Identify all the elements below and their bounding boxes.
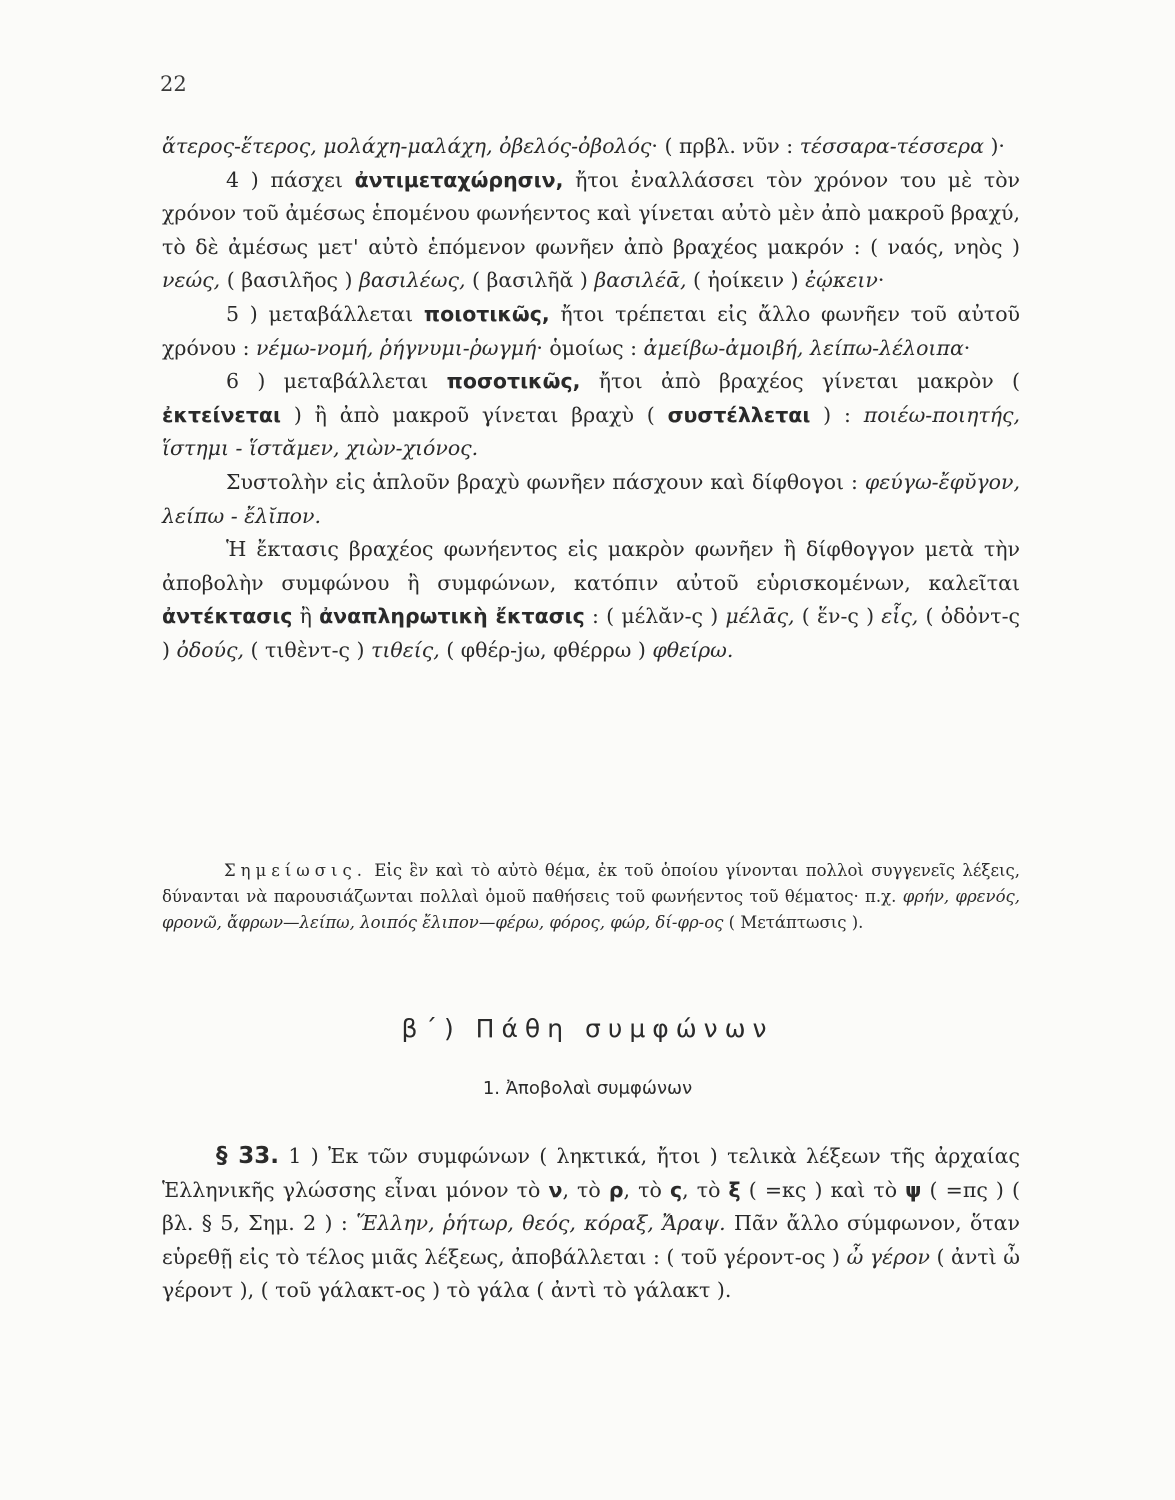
text-span: Ἕλλην, ῥήτωρ, θεός, κόραξ, Ἄραψ. [356,1211,726,1236]
text-span: 4 ) πάσχει [226,167,355,192]
term-bold: ἐκτείνεται [162,402,281,427]
note-block [162,858,1020,936]
text-span: Συστολὴν εἰς ἁπλοῦν βραχὺ φωνῆεν πάσχουν καὶ δίφθογοι : [226,469,865,494]
text-span: ) : [810,402,864,427]
text-span: ἢ [292,604,320,629]
text-span: 1 ) Ἐκ τῶν συμφώνων ( ληκτικά, ἤτοι ) τελικὰ λέξεων τῆς ἀρχαίας Ἑλληνικῆς γλώσσης εἶναι μόνον τὸ [162,1144,1020,1202]
paragraph-8 [162,533,1020,667]
term-bold: ποιοτικῶς, [423,301,550,326]
text-span: Εἰς ἓν καὶ τὸ αὐτὸ θέμα, ἐκ τοῦ ὁποίου γίνονται πολλοὶ συγγενεῖς λέξεις, δύνανται νὰ παρουσιάζωνται πολλαὶ ὁμοῦ παθήσεις τοῦ φωνήεντος τοῦ θέματος· π.χ. [162,861,1020,906]
section-33 [162,1140,1020,1308]
text-span: ( ἠοίκειν ) [686,268,806,293]
text-span: · ὁμοίως : [536,335,644,360]
letter-bold: ν [548,1177,563,1202]
text-span: · ( πρβλ. νῦν : [651,134,800,158]
text-span: ἐῴκειν [805,268,878,293]
section-number: § 33. [216,1143,280,1169]
text-span: ( βασιλῆᾰ ) [465,268,595,293]
text-span: ( ἀντὶ ὦ γέροντ ), ( τοῦ γάλακτ-ος ) τὸ γάλα ( ἀντὶ τὸ γάλακτ ). [162,1244,1021,1303]
text-span: Ἡ ἔκτασις βραχέος φωνήεντος εἰς μακρὸν φωνῆεν ἢ δίφθογγον μετὰ τὴν ἀποβολὴν συμφώνου ἢ συμφώνων, κατόπιν αὐτοῦ εὑρισκομένων, καλεῖται [162,537,1020,595]
text-span: ) ἢ ἀπὸ μακροῦ γίνεται βραχὺ ( [281,402,668,427]
text-span: ἤτοι ἐναλλάσσει τὸν χρόνον του μὲ τὸν χρόνον τοῦ ἀμέσως ἑπομένου φωνήεντος καὶ γίνεται αὐτὸ μὲν ἀπὸ μακροῦ βραχύ, τὸ δὲ ἀμέσως μετ' αὐτὸ ἑπόμενον φωνῆεν ἀπὸ βραχέος μακρόν : ( ναός, νηὸς ) [162,167,1020,259]
letter-bold: ρ [608,1177,624,1202]
text-span: Πᾶν ἄλλο σύμφωνον, ὅταν εὑρεθῇ εἰς τὸ τέλος μιᾶς λέξεως, ἀποβάλλεται : ( τοῦ γέροντ-ος ) [162,1211,1020,1269]
text-span: )· [983,134,1005,158]
text-span: φρήν, φρενός, φρονῶ, ἄφρων—λείπω, λοιπός ἔλιπον—φέρω, φόρος, φώρ, δί-φρ-ος [162,887,1020,932]
text-span: ( φθέρ-jω, φθέρρω ) [439,637,653,662]
text-span: · [963,335,971,360]
text-span: ποιέω-ποιητής, ἵστημι - ἵστᾰμεν, χιὼν-χιόνος. [162,402,1020,461]
text-span: , τὸ [682,1177,729,1202]
text-span: , τὸ [562,1177,609,1202]
paragraph-intro [162,130,1020,164]
page-number: 22 [160,72,187,96]
text-span: ἤτοι τρέπεται εἰς ἄλλο φωνῆεν τοῦ αὐτοῦ χρόνου : [162,301,1021,360]
text-span: νεώς, [162,268,221,293]
term-bold: ἀναπληρωτικὴ ἔκτασις [319,604,585,629]
main-text [162,130,1020,668]
text-span: ( =πς ) ( βλ. § 5, Σημ. 2 ) : [162,1177,1021,1236]
text-span: βασιλέως, [359,268,466,293]
text-span: ( βασιλῆος ) [220,268,360,293]
text-span: ὀδούς, [176,637,245,662]
text-span: μέλᾱς, [725,604,795,629]
text-span: ( =κς ) καὶ τὸ [740,1177,906,1202]
text-span: τιθείς, [371,637,440,662]
text-span: εἷς, [881,604,919,629]
text-span: νέμω-νομή, ῥήγνυμι-ῥωγμή [256,335,537,360]
text-span: ( ὀδὀντ-ς ) [162,604,1020,662]
term-bold: ἀντιμεταχώρησιν, [354,167,564,192]
paragraph-4 [162,164,1020,298]
text-span: ἀμείβω-ἀμοιβή, λείπω-λέλοιπα [643,335,964,360]
text-span: , τὸ [623,1177,670,1202]
paragraph-33 [162,1140,1020,1308]
section-heading: β΄) Πάθη συμφώνων [401,1014,774,1043]
sub-heading: 1. Ἀποβολαὶ συμφώνων [482,1078,693,1099]
letter-bold: ς [669,1177,683,1202]
term-bold: συστέλλεται [667,402,811,427]
text-span: ( τιθὲντ-ς ) [244,637,372,662]
text-span: : ( μέλᾰν-ς ) [584,604,726,629]
note-label: Σημείωσις. [224,861,367,880]
text-span: φεύγω-ἔφῠγον, λείπω - ἔλῐπον. [162,469,1020,528]
term-bold: ἀντέκτασις [162,604,293,629]
text-span: ( ἕν-ς ) [794,604,882,629]
letter-bold: ξ [728,1177,741,1202]
text-span: φθείρω. [652,637,734,662]
text-span: ( Μετάπτωσις ). [723,913,864,932]
letter-bold: ψ [905,1177,922,1202]
text-span: 5 ) μεταβάλλεται [226,301,424,326]
paragraph-6 [162,365,1020,466]
paragraph-7 [162,466,1020,533]
paragraph-5 [162,298,1020,365]
note-paragraph [162,858,1020,936]
term-bold: ποσοτικῶς, [446,369,581,394]
text-span: τέσσαρα-τέσσερα [799,134,984,158]
text-span: · [877,268,885,293]
text-span: ἤτοι ἀπὸ βραχέος γίνεται μακρὸν ( [580,369,1020,394]
text-span: βασιλέᾱ, [594,268,687,293]
text-span: ὦ γέρον [846,1244,930,1269]
text-span: ἅτερος-ἕτερος, μολάχη-μαλάχη, ὀβελός-ὀβολός [162,134,652,158]
text-span: 6 ) μεταβάλλεται [226,369,447,394]
